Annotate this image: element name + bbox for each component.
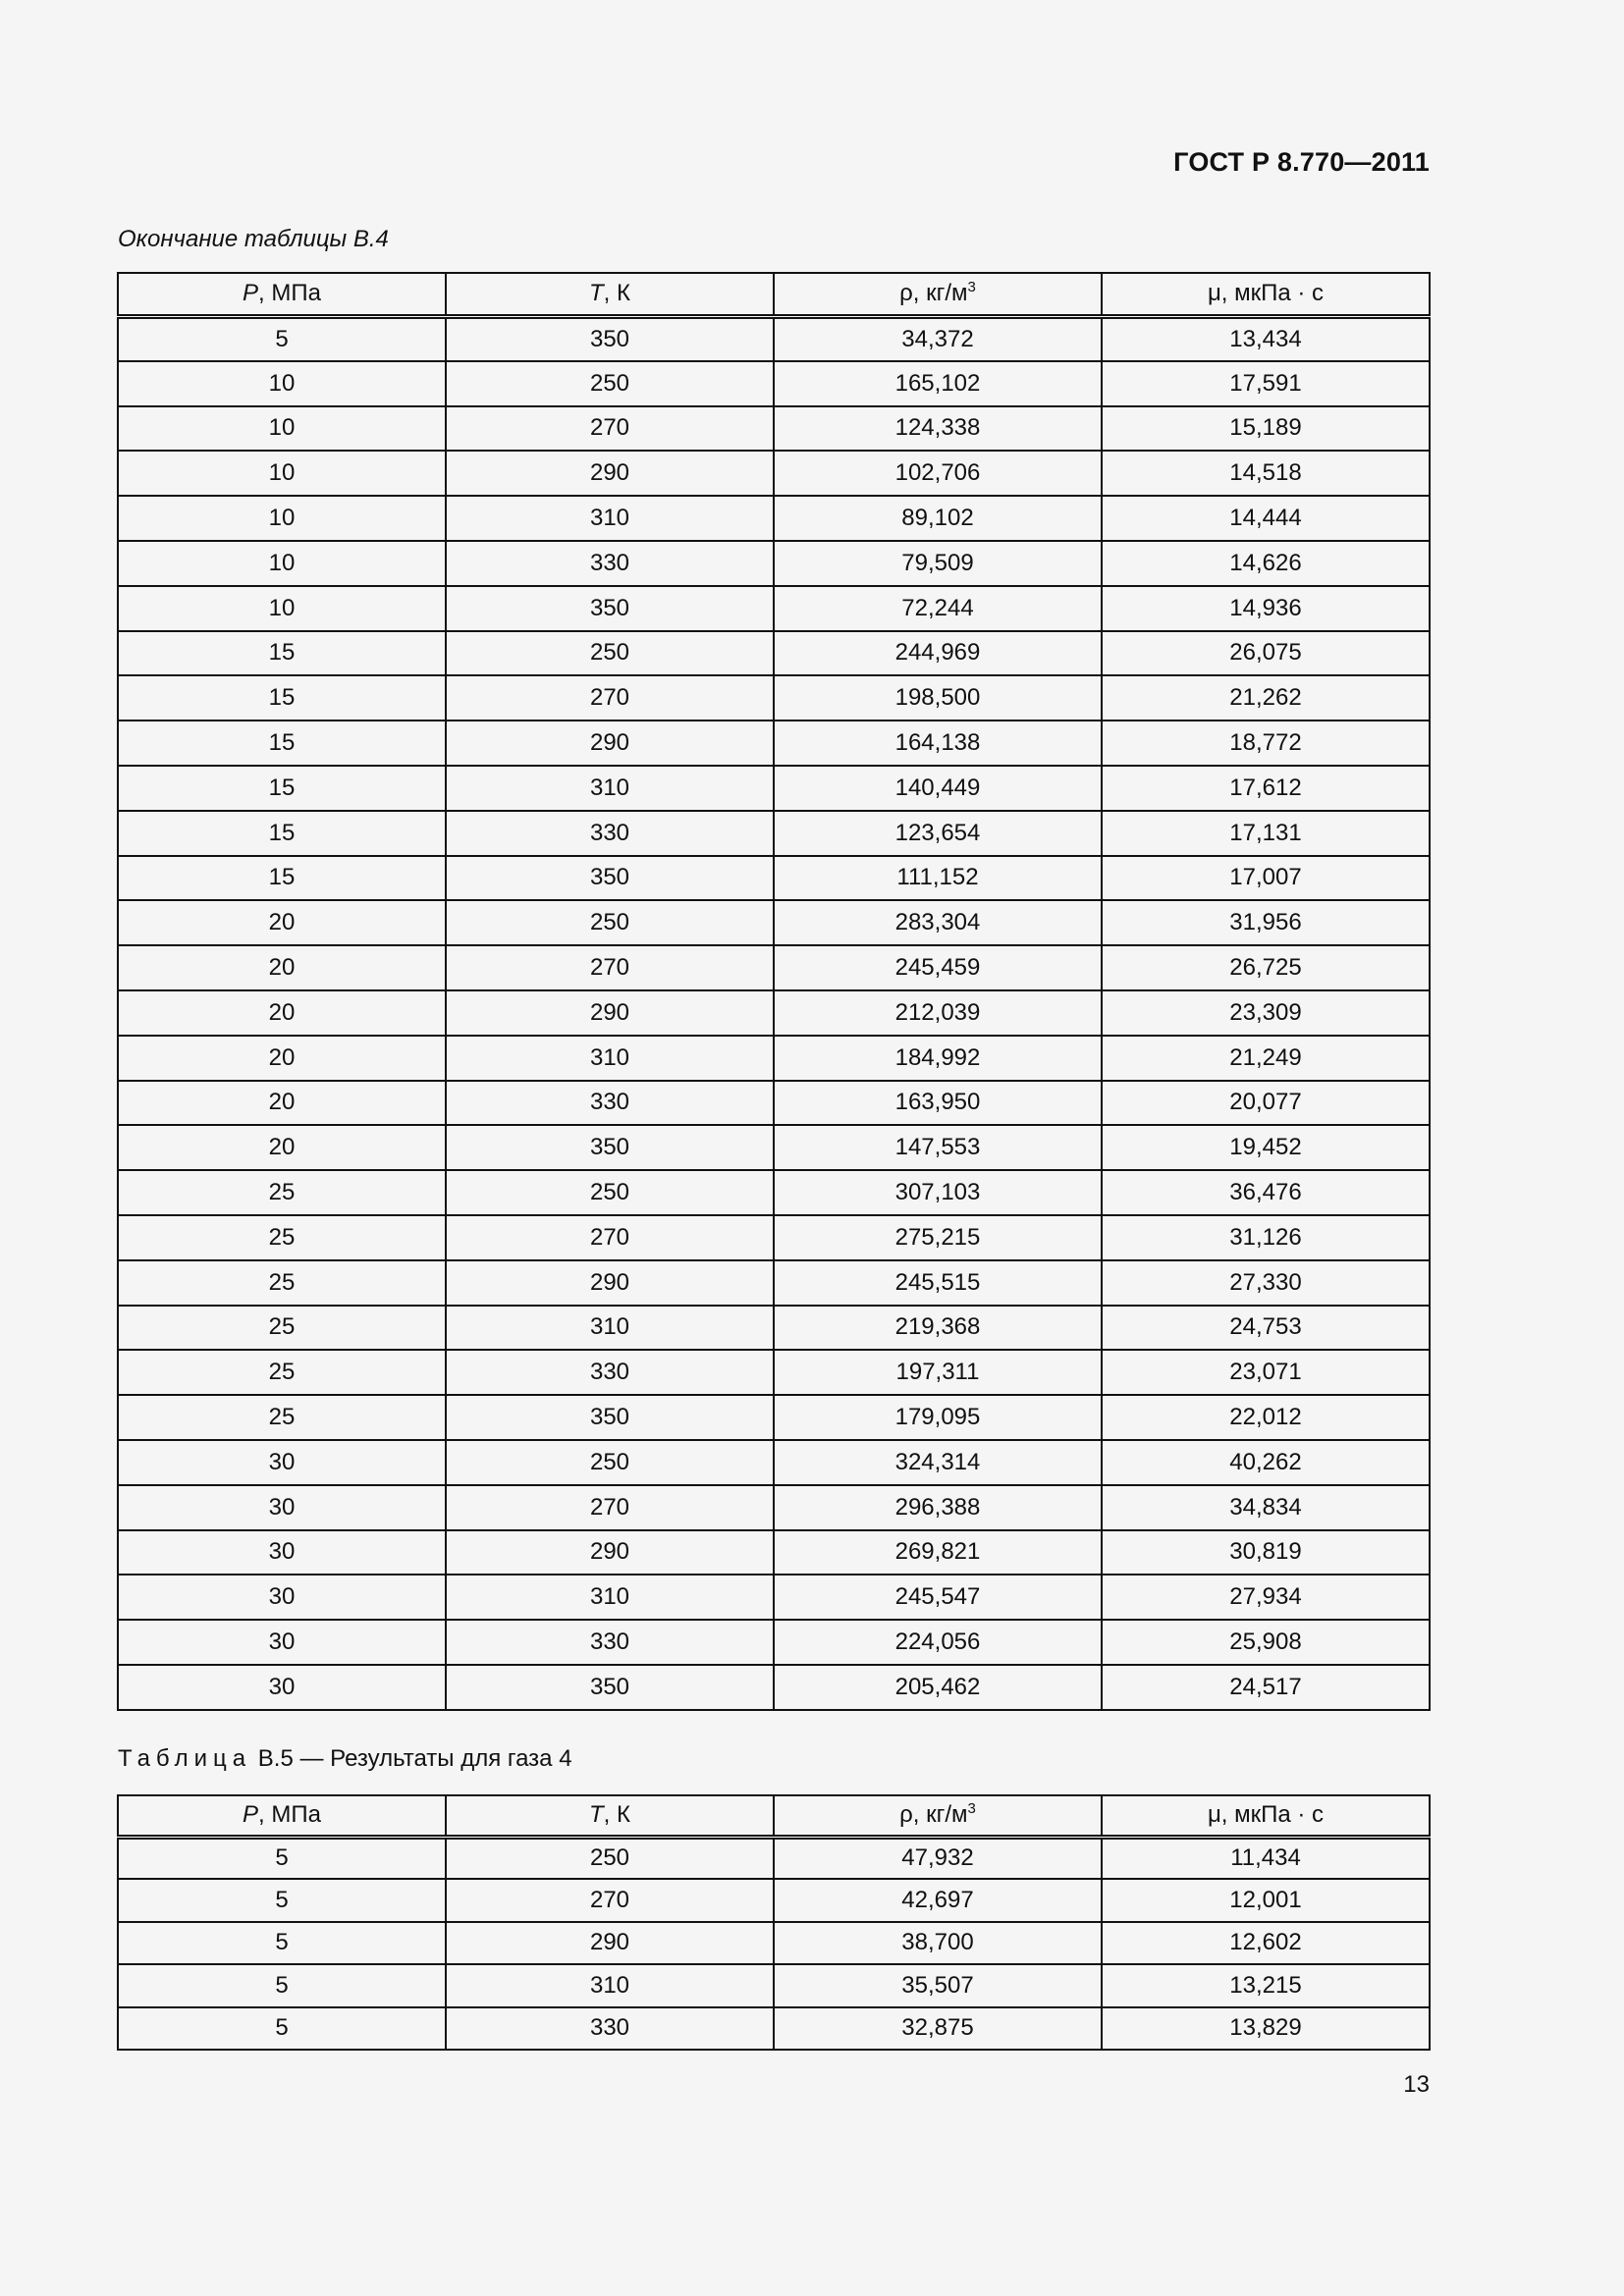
cell-viscosity: 25,908 — [1102, 1620, 1430, 1665]
column-header-viscosity: μ, мкПа · с — [1102, 1795, 1430, 1837]
cell-pressure: 10 — [118, 586, 446, 631]
table-b5-body — [118, 1837, 1430, 2050]
table-row — [118, 675, 1430, 721]
cell-density: 275,215 — [774, 1215, 1102, 1260]
table-row — [118, 541, 1430, 586]
cell-temperature: 290 — [446, 721, 774, 766]
cell-density: 224,056 — [774, 1620, 1102, 1665]
table-row — [118, 1170, 1430, 1215]
cell-temperature: 350 — [446, 856, 774, 901]
cell-pressure: 20 — [118, 1125, 446, 1170]
table-row — [118, 1665, 1430, 1710]
cell-pressure: 10 — [118, 406, 446, 452]
cell-viscosity: 23,071 — [1102, 1350, 1430, 1395]
table-row — [118, 1575, 1430, 1620]
cell-viscosity: 18,772 — [1102, 721, 1430, 766]
cell-temperature: 250 — [446, 1440, 774, 1485]
cell-pressure: 5 — [118, 1964, 446, 2006]
cell-pressure: 10 — [118, 361, 446, 406]
table-b4-body — [118, 316, 1430, 1710]
cell-density: 245,459 — [774, 945, 1102, 990]
cell-viscosity: 14,444 — [1102, 496, 1430, 541]
cell-temperature: 330 — [446, 1350, 774, 1395]
table-row — [118, 1036, 1430, 1081]
cell-temperature: 310 — [446, 766, 774, 811]
table-b4 — [117, 272, 1431, 1711]
table-row — [118, 945, 1430, 990]
cell-viscosity: 15,189 — [1102, 406, 1430, 452]
table-row — [118, 990, 1430, 1036]
column-header-density: ρ, $кг/м^3$ — [774, 1795, 1102, 1837]
cell-pressure: 25 — [118, 1350, 446, 1395]
cell-viscosity: 27,934 — [1102, 1575, 1430, 1620]
cell-temperature: 310 — [446, 496, 774, 541]
cell-temperature: 270 — [446, 1879, 774, 1921]
cell-density: 35,507 — [774, 1964, 1102, 2006]
cell-temperature: 270 — [446, 1215, 774, 1260]
cell-pressure: 5 — [118, 316, 446, 361]
table-row — [118, 1306, 1430, 1351]
cell-temperature: 290 — [446, 1922, 774, 1964]
cell-viscosity: 26,075 — [1102, 631, 1430, 676]
table-row — [118, 631, 1430, 676]
cell-viscosity: 11,434 — [1102, 1837, 1430, 1879]
table-b4-header — [118, 273, 1430, 316]
table-b5-caption: Таблица В.5 — Результаты для газа 4 — [118, 1745, 572, 1772]
cell-pressure: 10 — [118, 541, 446, 586]
table-b5 — [117, 1794, 1431, 2051]
cell-density: 212,039 — [774, 990, 1102, 1036]
cell-viscosity: 21,262 — [1102, 675, 1430, 721]
cell-temperature: 250 — [446, 631, 774, 676]
cell-density: 244,969 — [774, 631, 1102, 676]
cell-density: 47,932 — [774, 1837, 1102, 1879]
cell-temperature: 290 — [446, 1530, 774, 1575]
cell-viscosity: 14,518 — [1102, 451, 1430, 496]
cell-pressure: 10 — [118, 451, 446, 496]
table-row — [118, 766, 1430, 811]
cell-temperature: 290 — [446, 990, 774, 1036]
cell-density: 198,500 — [774, 675, 1102, 721]
table-row — [118, 1922, 1430, 1964]
cell-temperature: 270 — [446, 945, 774, 990]
cell-density: 79,509 — [774, 541, 1102, 586]
cell-temperature: 270 — [446, 675, 774, 721]
table-b5-header — [118, 1795, 1430, 1837]
cell-density: 205,462 — [774, 1665, 1102, 1710]
table-row — [118, 1395, 1430, 1440]
table-row — [118, 586, 1430, 631]
cell-pressure: 25 — [118, 1260, 446, 1306]
cell-density: 197,311 — [774, 1350, 1102, 1395]
cell-viscosity: 27,330 — [1102, 1260, 1430, 1306]
cell-temperature: 350 — [446, 1395, 774, 1440]
cell-density: 32,875 — [774, 2007, 1102, 2050]
cell-pressure: 15 — [118, 675, 446, 721]
table-row — [118, 316, 1430, 361]
cell-pressure: 15 — [118, 811, 446, 856]
cell-temperature: 250 — [446, 1837, 774, 1879]
cell-temperature: 310 — [446, 1575, 774, 1620]
cell-pressure: 20 — [118, 1036, 446, 1081]
cell-viscosity: 13,215 — [1102, 1964, 1430, 2006]
table-row — [118, 1879, 1430, 1921]
cell-temperature: 250 — [446, 361, 774, 406]
cell-pressure: 5 — [118, 1879, 446, 1921]
cell-pressure: 20 — [118, 900, 446, 945]
cell-viscosity: 17,591 — [1102, 361, 1430, 406]
cell-density: 296,388 — [774, 1485, 1102, 1530]
cell-viscosity: 36,476 — [1102, 1170, 1430, 1215]
cell-viscosity: 21,249 — [1102, 1036, 1430, 1081]
cell-viscosity: 17,007 — [1102, 856, 1430, 901]
cell-temperature: 250 — [446, 900, 774, 945]
cell-viscosity: 40,262 — [1102, 1440, 1430, 1485]
cell-viscosity: 22,012 — [1102, 1395, 1430, 1440]
column-header-viscosity: μ, мкПа · с — [1102, 273, 1430, 316]
header-row — [118, 273, 1430, 316]
table-row — [118, 1440, 1430, 1485]
cell-viscosity: 12,001 — [1102, 1879, 1430, 1921]
cell-pressure: 5 — [118, 2007, 446, 2050]
cell-density: 72,244 — [774, 586, 1102, 631]
cell-density: 245,547 — [774, 1575, 1102, 1620]
table-row — [118, 406, 1430, 452]
cell-density: 179,095 — [774, 1395, 1102, 1440]
cell-viscosity: 14,626 — [1102, 541, 1430, 586]
cell-viscosity: 20,077 — [1102, 1081, 1430, 1126]
cell-pressure: 30 — [118, 1665, 446, 1710]
cell-density: 324,314 — [774, 1440, 1102, 1485]
cell-pressure: 30 — [118, 1575, 446, 1620]
cell-pressure: 30 — [118, 1530, 446, 1575]
cell-viscosity: 17,131 — [1102, 811, 1430, 856]
cell-density: 140,449 — [774, 766, 1102, 811]
cell-density: 147,553 — [774, 1125, 1102, 1170]
table-row — [118, 1081, 1430, 1126]
table-row — [118, 496, 1430, 541]
cell-density: 38,700 — [774, 1922, 1102, 1964]
table-row — [118, 721, 1430, 766]
cell-density: 163,950 — [774, 1081, 1102, 1126]
cell-temperature: 350 — [446, 1665, 774, 1710]
table-b4-continuation-caption: Окончание таблицы В.4 — [118, 226, 389, 252]
table-row — [118, 1485, 1430, 1530]
cell-density: 89,102 — [774, 496, 1102, 541]
table-row — [118, 1530, 1430, 1575]
cell-temperature: 330 — [446, 1620, 774, 1665]
cell-pressure: 15 — [118, 721, 446, 766]
table-row — [118, 451, 1430, 496]
cell-viscosity: 24,753 — [1102, 1306, 1430, 1351]
cell-temperature: 310 — [446, 1306, 774, 1351]
cell-density: 102,706 — [774, 451, 1102, 496]
cell-temperature: 350 — [446, 1125, 774, 1170]
table-row — [118, 1620, 1430, 1665]
cell-temperature: 310 — [446, 1964, 774, 2006]
table-row — [118, 1125, 1430, 1170]
cell-pressure: 30 — [118, 1440, 446, 1485]
header-row — [118, 1795, 1430, 1837]
cell-density: 124,338 — [774, 406, 1102, 452]
table-row — [118, 1964, 1430, 2006]
table-row — [118, 2007, 1430, 2050]
cell-pressure: 30 — [118, 1620, 446, 1665]
cell-temperature: 330 — [446, 541, 774, 586]
table-row — [118, 1350, 1430, 1395]
cell-pressure: 25 — [118, 1170, 446, 1215]
cell-pressure: 25 — [118, 1215, 446, 1260]
cell-density: 34,372 — [774, 316, 1102, 361]
cell-temperature: 290 — [446, 451, 774, 496]
cell-viscosity: 19,452 — [1102, 1125, 1430, 1170]
cell-pressure: 5 — [118, 1837, 446, 1879]
cell-pressure: 20 — [118, 990, 446, 1036]
cell-pressure: 15 — [118, 766, 446, 811]
table-row — [118, 361, 1430, 406]
cell-viscosity: 31,126 — [1102, 1215, 1430, 1260]
cell-temperature: 330 — [446, 2007, 774, 2050]
cell-viscosity: 26,725 — [1102, 945, 1430, 990]
cell-pressure: 5 — [118, 1922, 446, 1964]
cell-density: 245,515 — [774, 1260, 1102, 1306]
cell-viscosity: 30,819 — [1102, 1530, 1430, 1575]
cell-temperature: 290 — [446, 1260, 774, 1306]
cell-viscosity: 31,956 — [1102, 900, 1430, 945]
column-header-temperature: T, К — [446, 1795, 774, 1837]
cell-temperature: 350 — [446, 316, 774, 361]
cell-temperature: 250 — [446, 1170, 774, 1215]
cell-pressure: 25 — [118, 1306, 446, 1351]
cell-density: 111,152 — [774, 856, 1102, 901]
column-header-pressure: P, МПа — [118, 1795, 446, 1837]
cell-viscosity: 34,834 — [1102, 1485, 1430, 1530]
cell-viscosity: 23,309 — [1102, 990, 1430, 1036]
cell-density: 283,304 — [774, 900, 1102, 945]
cell-pressure: 20 — [118, 1081, 446, 1126]
cell-temperature: 270 — [446, 406, 774, 452]
cell-pressure: 20 — [118, 945, 446, 990]
column-header-pressure: P, МПа — [118, 273, 446, 316]
table-row — [118, 1837, 1430, 1879]
cell-density: 219,368 — [774, 1306, 1102, 1351]
document-standard-number: ГОСТ Р 8.770—2011 — [1173, 147, 1430, 177]
page-number: 13 — [1403, 2071, 1430, 2098]
cell-pressure: 25 — [118, 1395, 446, 1440]
cell-viscosity: 14,936 — [1102, 586, 1430, 631]
cell-viscosity: 24,517 — [1102, 1665, 1430, 1710]
cell-temperature: 270 — [446, 1485, 774, 1530]
table-row — [118, 856, 1430, 901]
cell-temperature: 330 — [446, 1081, 774, 1126]
cell-viscosity: 13,829 — [1102, 2007, 1430, 2050]
cell-pressure: 15 — [118, 631, 446, 676]
cell-pressure: 30 — [118, 1485, 446, 1530]
cell-density: 307,103 — [774, 1170, 1102, 1215]
table-row — [118, 900, 1430, 945]
column-header-temperature: T, К — [446, 273, 774, 316]
cell-density: 123,654 — [774, 811, 1102, 856]
table-row — [118, 1260, 1430, 1306]
cell-temperature: 350 — [446, 586, 774, 631]
cell-viscosity: 12,602 — [1102, 1922, 1430, 1964]
cell-density: 165,102 — [774, 361, 1102, 406]
cell-density: 42,697 — [774, 1879, 1102, 1921]
table-row — [118, 1215, 1430, 1260]
cell-density: 164,138 — [774, 721, 1102, 766]
column-header-density: ρ, $кг/м^3$ — [774, 273, 1102, 316]
cell-viscosity: 17,612 — [1102, 766, 1430, 811]
cell-density: 184,992 — [774, 1036, 1102, 1081]
cell-pressure: 10 — [118, 496, 446, 541]
table-row — [118, 811, 1430, 856]
cell-temperature: 330 — [446, 811, 774, 856]
cell-viscosity: 13,434 — [1102, 316, 1430, 361]
cell-temperature: 310 — [446, 1036, 774, 1081]
cell-density: 269,821 — [774, 1530, 1102, 1575]
cell-pressure: 15 — [118, 856, 446, 901]
